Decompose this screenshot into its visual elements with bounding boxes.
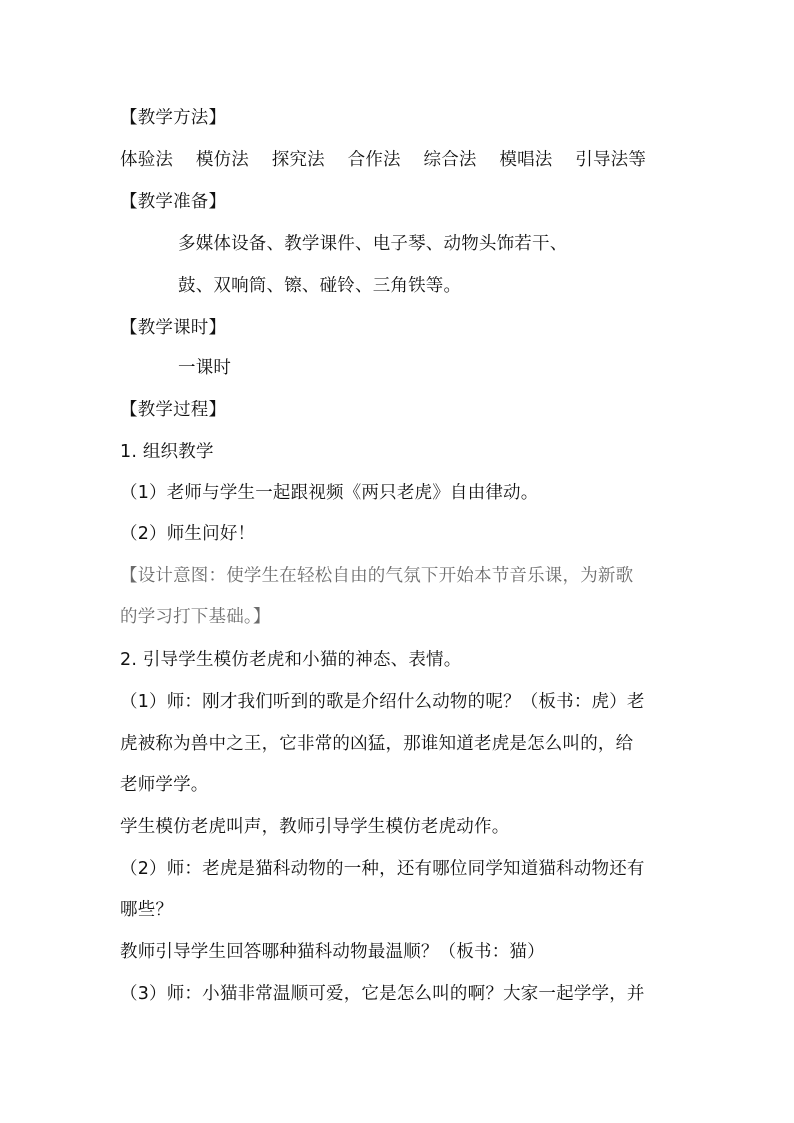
design-note: 的学习打下基础。】 <box>120 607 271 627</box>
step-item: （1）老师与学生一起跟视频《两只老虎》自由律动。 <box>120 483 539 503</box>
step-item: （1）师：刚才我们听到的歌是介绍什么动物的呢？（板书：虎）老 <box>120 692 645 712</box>
hours-heading: 【教学课时】 <box>120 318 227 338</box>
step-item: 哪些？ <box>120 900 174 920</box>
prep-text: 多媒体设备、教学课件、电子琴、动物头饰若干、 <box>178 234 568 254</box>
method-item: 体验法 <box>120 150 174 170</box>
methods-heading: 【教学方法】 <box>120 108 227 128</box>
method-item: 模唱法 <box>499 150 553 170</box>
step-item: （2）师生问好！ <box>120 524 256 544</box>
step-item: 老师学学。 <box>120 775 209 795</box>
step-item: （2）师：老虎是猫科动物的一种，还有哪位同学知道猫科动物还有 <box>120 859 645 879</box>
step-title: 2. 引导学生模仿老虎和小猫的神态、表情。 <box>120 650 462 670</box>
method-item: 合作法 <box>347 150 401 170</box>
method-item: 探究法 <box>271 150 325 170</box>
method-item: 综合法 <box>423 150 477 170</box>
step-item: 虎被称为兽中之王，它非常的凶猛，那谁知道老虎是怎么叫的，给 <box>120 734 634 754</box>
step-item: （3）师：小猫非常温顺可爱，它是怎么叫的啊？大家一起学学，并 <box>120 984 645 1004</box>
hours-value: 一课时 <box>178 358 232 378</box>
prep-heading: 【教学准备】 <box>120 192 227 212</box>
method-item: 引导法等 <box>575 150 647 170</box>
step-title: 1. 组织教学 <box>120 442 214 462</box>
body-text: 教师引导学生回答哪种猫科动物最温顺？（板书：猫） <box>120 942 545 962</box>
prep-text: 鼓、双响筒、镲、碰铃、三角铁等。 <box>178 276 462 296</box>
design-note: 【设计意图：使学生在轻松自由的气氛下开始本节音乐课，为新歌 <box>120 566 634 586</box>
method-item: 模仿法 <box>195 150 249 170</box>
body-text: 学生模仿老虎叫声，教师引导学生模仿老虎动作。 <box>120 817 510 837</box>
methods-list <box>120 148 646 172</box>
process-heading: 【教学过程】 <box>120 400 227 420</box>
